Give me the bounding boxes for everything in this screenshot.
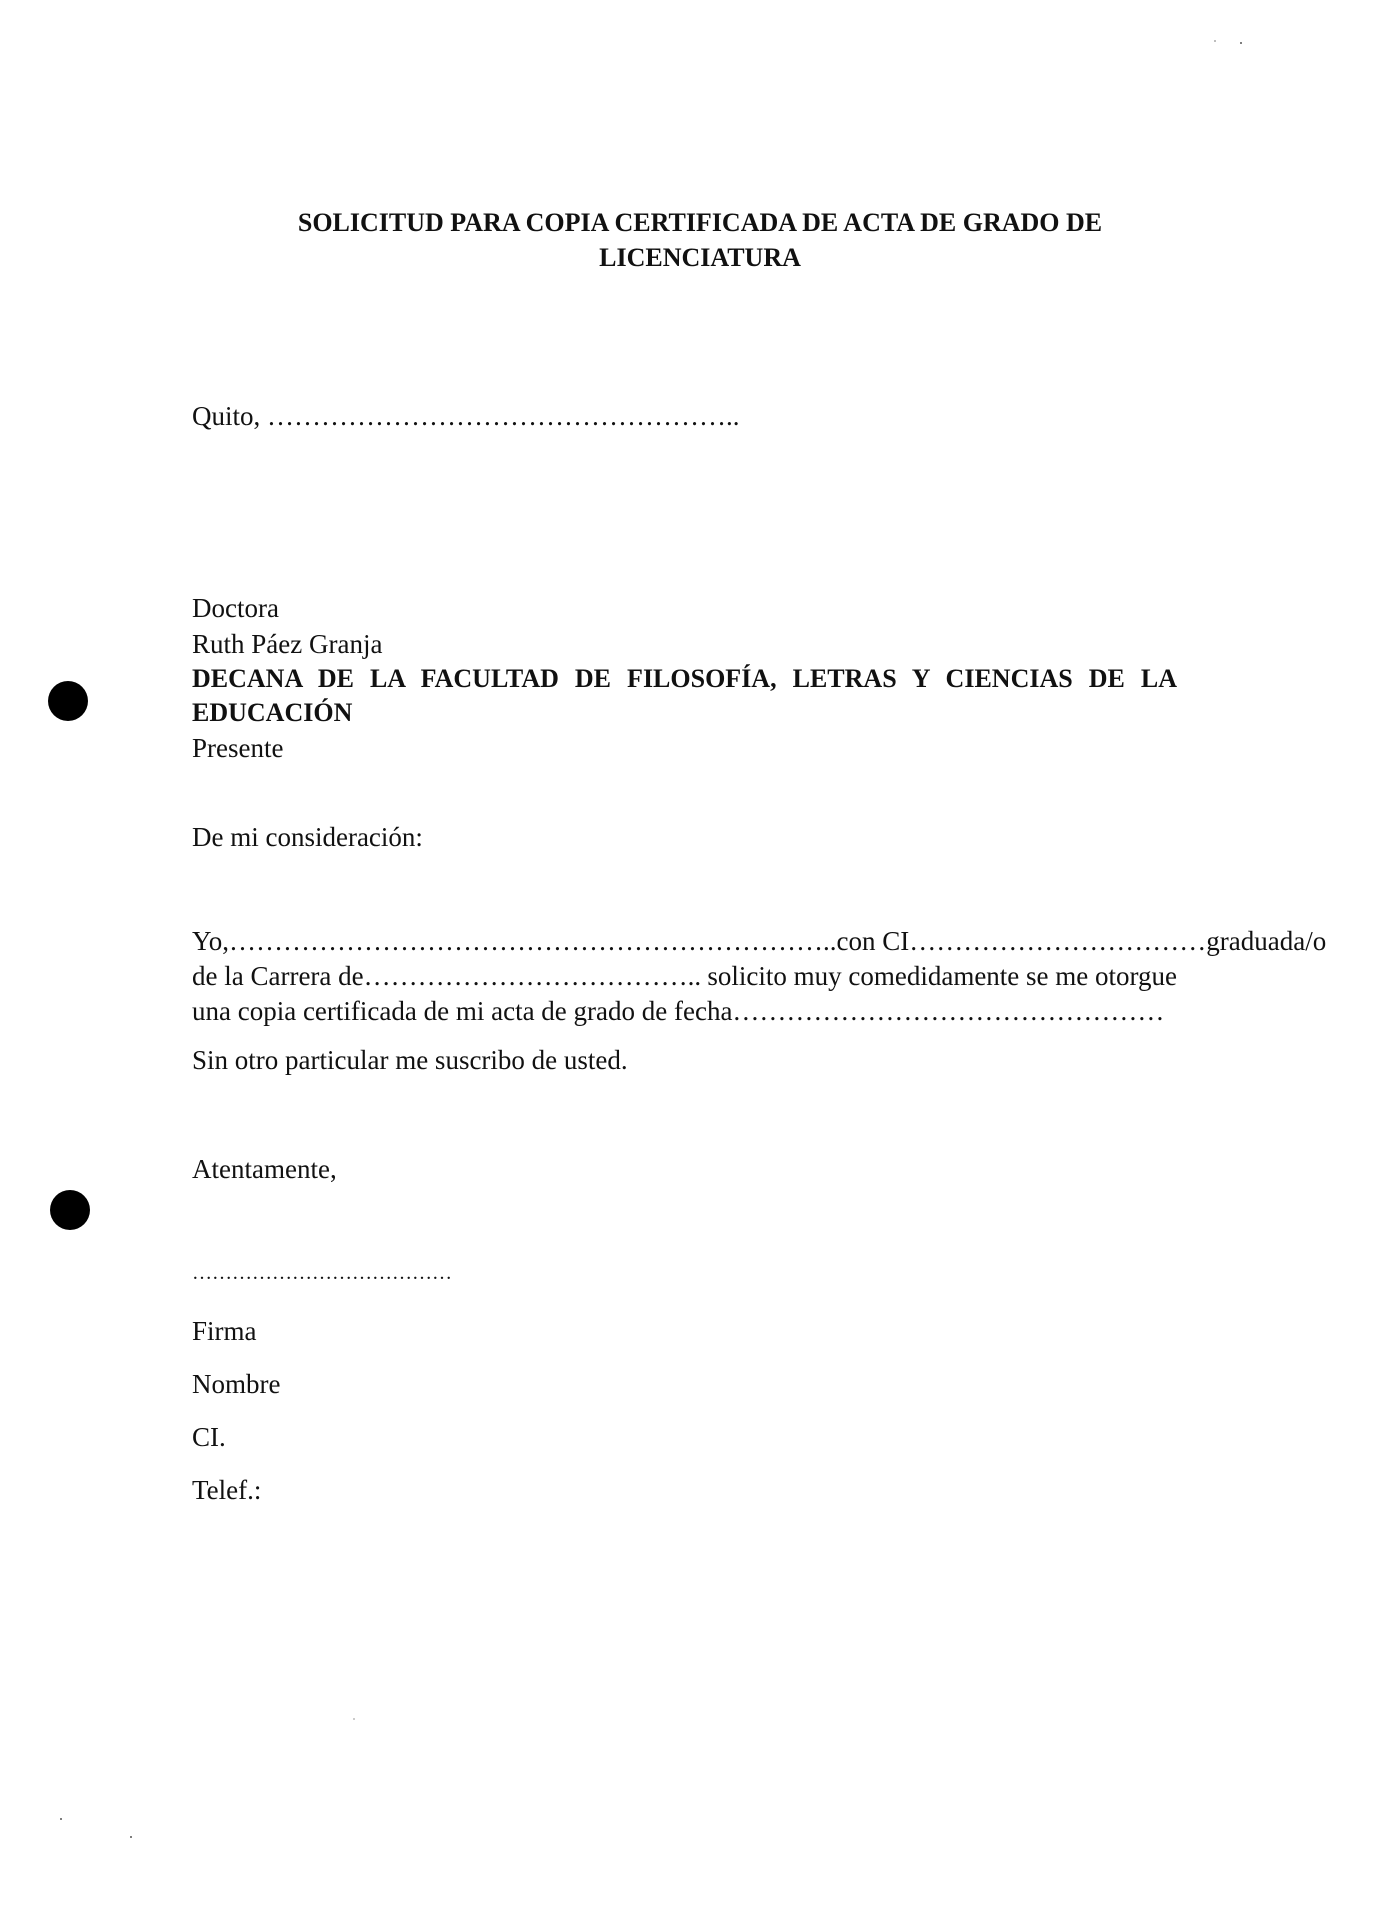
- title-line-1: SOLICITUD PARA COPIA CERTIFICADA DE ACTA DE GRADO DE: [297, 208, 1103, 237]
- scan-speck: [353, 1718, 355, 1720]
- request-line-3-date-blank: una copia certificada de mi acta de grado de fecha…………………………………………: [192, 996, 1165, 1026]
- request-line-1-graduate: graduada/o: [1206, 926, 1327, 956]
- scan-speck: [1240, 42, 1242, 44]
- recipient-position: [192, 662, 1177, 730]
- field-nombre: Nombre: [192, 1369, 281, 1399]
- closing: Atentamente,: [192, 1154, 337, 1184]
- recipient-presente: Presente: [192, 733, 284, 763]
- request-paragraph: [192, 924, 1327, 1029]
- title-line-2: LICENCIATURA: [599, 243, 801, 272]
- request-line-1-ci-blank: con CI……………………………: [836, 926, 1207, 956]
- field-ci: CI.: [192, 1422, 226, 1452]
- signature-line: …………………………………: [192, 1262, 452, 1284]
- request-line-2-career-blank: de la Carrera de………………………………..: [192, 961, 702, 991]
- punch-hole-top: [48, 681, 88, 721]
- place-date: Quito, ……………………………………………..: [192, 401, 740, 431]
- document-title: [200, 205, 1200, 275]
- scan-speck: [1214, 40, 1216, 42]
- request-line-3: [192, 994, 1177, 1029]
- punch-hole-bottom: [50, 1190, 90, 1230]
- greeting: De mi consideración:: [192, 822, 423, 852]
- recipient-position-line-1: DECANA DE LA FACULTAD DE FILOSOFÍA, LETRAS Y CIENCIAS DE LA: [192, 664, 1177, 693]
- request-line-1-name-blank: Yo,…………………………………………………………..: [192, 926, 837, 956]
- request-line-1: [192, 924, 1327, 959]
- recipient-title: Doctora: [192, 593, 279, 623]
- closing-sentence: Sin otro particular me suscribo de usted.: [192, 1045, 628, 1075]
- request-line-2-request: solicito muy comedidamente se me otorgue: [707, 961, 1177, 991]
- field-firma: Firma: [192, 1316, 257, 1346]
- recipient-position-line-2: EDUCACIÓN: [192, 698, 353, 727]
- request-line-2: [192, 959, 1177, 994]
- recipient-name: Ruth Páez Granja: [192, 629, 383, 659]
- scan-speck: [130, 1836, 132, 1838]
- scan-speck: [60, 1818, 62, 1820]
- field-telef: Telef.:: [192, 1475, 262, 1505]
